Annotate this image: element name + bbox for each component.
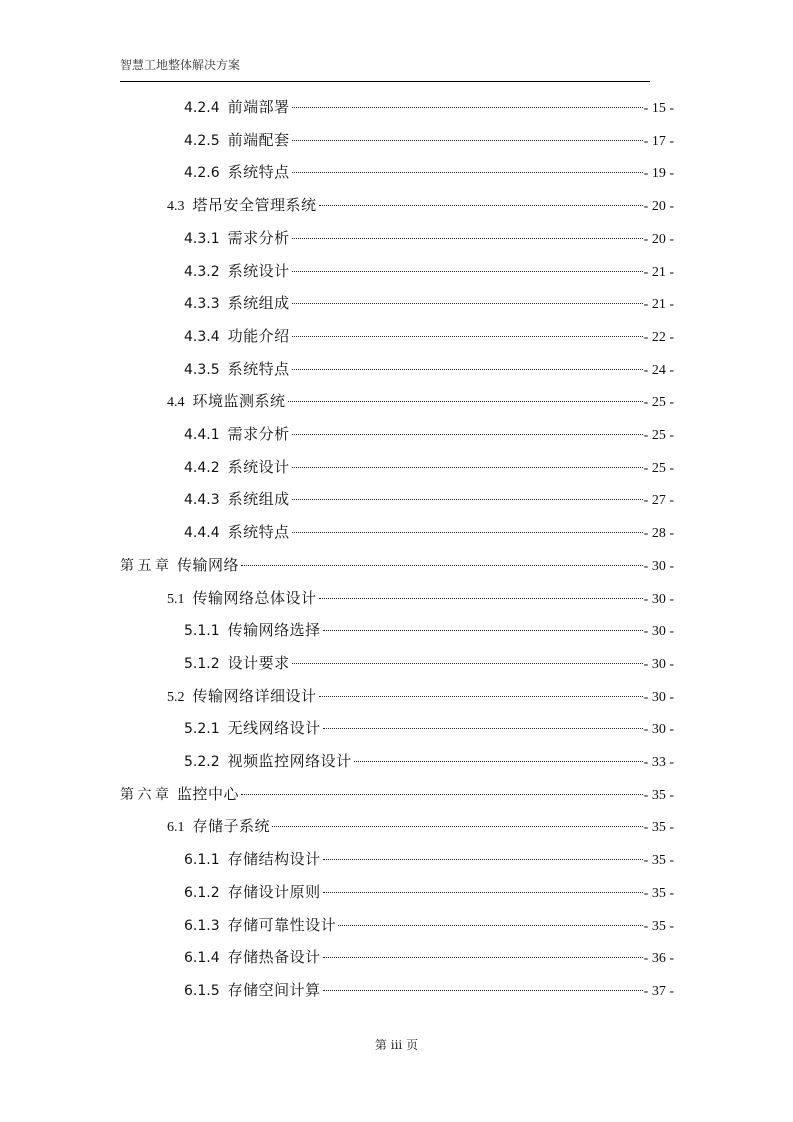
toc-entry[interactable]: [184, 359, 674, 381]
page-number-footer: 第 iii 页: [374, 1038, 419, 1052]
toc-entry-page: - 35 -: [643, 820, 674, 836]
toc-entry-title: 系统设计: [227, 457, 290, 476]
toc-entry-number: 4.2.6: [184, 165, 220, 182]
toc-entry[interactable]: [184, 228, 674, 250]
toc-entry-title: 需求分析: [227, 425, 290, 443]
toc-entry[interactable]: [120, 784, 674, 806]
toc-entry[interactable]: [184, 751, 674, 773]
toc-entry-title: 系统特点: [227, 359, 290, 378]
dot-leader: [241, 565, 643, 566]
toc-entry-title: 前端配套: [227, 130, 290, 149]
toc-entry-page: - 35 -: [643, 885, 674, 901]
toc-entry-title: 存储结构设计: [227, 850, 321, 869]
toc-entry-title: 需求分析: [227, 228, 290, 247]
toc-entry-title: 无线网络设计: [227, 719, 321, 738]
header-divider: [120, 81, 650, 82]
toc-entry[interactable]: [167, 588, 674, 610]
toc-entry-page: - 25 -: [643, 395, 674, 411]
dot-leader: [292, 434, 643, 435]
toc-entry-page: - 35 -: [643, 787, 674, 803]
toc-entry-page: - 25 -: [643, 460, 674, 476]
toc-entry-title: 存储可靠性设计: [227, 915, 337, 934]
toc-entry[interactable]: [184, 424, 674, 446]
toc-entry[interactable]: [184, 915, 674, 937]
toc-entry[interactable]: [184, 620, 674, 642]
toc-entry-number: 5.2.2: [184, 754, 220, 770]
toc-entry-title: 传输网络详细设计: [192, 686, 317, 705]
dot-leader: [292, 107, 643, 108]
toc-entry[interactable]: [184, 718, 674, 740]
toc-entry-page: - 33 -: [643, 755, 674, 770]
toc-entry[interactable]: [167, 195, 674, 217]
toc-entry-number: 5.1.2: [184, 655, 220, 672]
toc-entry-number: 6.1.2: [184, 884, 220, 901]
toc-entry-title: 传输网络总体设计: [192, 588, 317, 607]
toc-entry-page: - 30 -: [643, 689, 674, 705]
toc-entry-page: - 35 -: [643, 853, 674, 869]
toc-entry-number: 4.3.3: [184, 296, 220, 313]
dot-leader: [354, 761, 643, 762]
toc-entry-title: 塔吊安全管理系统: [192, 196, 317, 215]
toc-entry-page: - 21 -: [643, 297, 674, 313]
dot-leader: [319, 696, 643, 697]
toc-entry[interactable]: [184, 882, 674, 904]
toc-entry[interactable]: [184, 261, 674, 283]
page-header-title: 智慧工地整体解决方案: [120, 58, 241, 72]
toc-entry-page: - 15 -: [643, 101, 674, 116]
toc-entry-page: - 20 -: [643, 199, 674, 215]
toc-entry-title: 存储子系统: [192, 817, 271, 836]
dot-leader: [323, 630, 643, 631]
toc-entry[interactable]: [184, 980, 674, 1002]
toc-entry-page: - 30 -: [643, 656, 674, 672]
toc-entry-number: 4.3.2: [184, 263, 220, 280]
toc-entry-number: 4.4: [167, 395, 185, 411]
toc-entry-number: 6.1.5: [184, 982, 220, 999]
toc-entry[interactable]: [167, 816, 674, 838]
toc-entry-title: 系统特点: [227, 163, 290, 182]
toc-entry-page: - 27 -: [643, 493, 674, 509]
toc-entry[interactable]: [184, 947, 674, 969]
toc-entry[interactable]: [184, 293, 674, 315]
toc-entry-title: 系统特点: [227, 523, 290, 542]
toc-entry-title: 功能介绍: [227, 326, 290, 345]
dot-leader: [292, 172, 643, 173]
dot-leader: [292, 532, 643, 533]
toc-entry-page: - 36 -: [643, 951, 674, 967]
toc-entry[interactable]: [184, 457, 674, 479]
toc-entry-page: - 35 -: [643, 918, 674, 934]
toc-entry-number: 4.3.4: [184, 328, 220, 345]
toc-entry-number: 6.1.1: [184, 852, 220, 869]
toc-entry-title: 系统组成: [227, 294, 290, 313]
toc-entry-page: - 30 -: [643, 624, 674, 640]
dot-leader: [323, 892, 643, 893]
dot-leader: [323, 728, 643, 729]
toc-entry-page: - 25 -: [643, 428, 674, 443]
toc-entry-page: - 28 -: [643, 526, 674, 542]
dot-leader: [292, 336, 643, 337]
toc-entry-page: - 24 -: [643, 362, 674, 378]
toc-entry-number: 4.2.5: [184, 132, 220, 149]
toc-entry-page: - 30 -: [643, 722, 674, 738]
dot-leader: [292, 663, 643, 664]
toc-entry-title: 设计要求: [227, 653, 290, 672]
dot-leader: [319, 205, 643, 206]
toc-entry[interactable]: [167, 686, 674, 708]
toc-entry-number: 5.2.1: [184, 721, 220, 738]
toc-entry-page: - 22 -: [643, 329, 674, 345]
toc-entry-number: 6.1: [167, 820, 185, 836]
toc-entry-page: - 17 -: [643, 133, 674, 149]
toc-entry[interactable]: [167, 391, 674, 413]
dot-leader: [319, 598, 643, 599]
toc-entry[interactable]: [184, 522, 674, 544]
toc-entry-page: - 19 -: [643, 166, 674, 182]
toc-entry[interactable]: [184, 326, 674, 348]
dot-leader: [292, 499, 643, 500]
toc-entry-page: - 20 -: [643, 231, 674, 247]
dot-leader: [292, 238, 643, 239]
toc-entry-title: 监控中心: [177, 784, 240, 803]
dot-leader: [272, 826, 643, 827]
dot-leader: [292, 467, 643, 468]
toc-entry-number: 6.1.4: [184, 950, 220, 967]
dot-leader: [292, 303, 643, 304]
toc-entry-title: 存储热备设计: [227, 948, 321, 967]
toc-entry-number: 第 六 章: [120, 787, 169, 803]
toc-entry-page: - 30 -: [643, 591, 674, 607]
toc-entry[interactable]: [184, 162, 674, 184]
toc-entry-number: 4.4.3: [184, 492, 220, 509]
toc-entry-number: 4.3.5: [184, 361, 220, 378]
toc-entry-title: 传输网络选择: [227, 621, 321, 640]
dot-leader: [323, 957, 643, 958]
toc-entry[interactable]: [120, 555, 674, 577]
dot-leader: [292, 140, 643, 141]
dot-leader: [292, 271, 643, 272]
dot-leader: [323, 990, 643, 991]
toc-entry-title: 系统设计: [227, 261, 290, 280]
toc-entry[interactable]: [184, 849, 674, 871]
toc-entry[interactable]: [184, 97, 674, 119]
dot-leader: [338, 925, 643, 926]
toc-entry-title: 系统组成: [227, 490, 290, 509]
toc-entry-title: 传输网络: [177, 555, 240, 574]
toc-entry-number: 6.1.3: [184, 917, 220, 934]
toc-entry-title: 前端部署: [227, 98, 290, 116]
toc-entry-page: - 21 -: [643, 264, 674, 280]
toc-entry[interactable]: [184, 489, 674, 511]
dot-leader: [323, 859, 643, 860]
toc-entry-title: 存储设计原则: [227, 882, 321, 901]
toc-entry-page: - 30 -: [643, 558, 674, 574]
dot-leader: [292, 369, 643, 370]
toc-entry-number: 4.3: [167, 199, 185, 215]
toc-entry-number: 5.1: [167, 591, 185, 607]
toc-entry-title: 环境监测系统: [192, 392, 286, 411]
toc-entry-number: 5.1.1: [184, 623, 220, 640]
dot-leader: [241, 794, 643, 795]
toc-entry-title: 视频监控网络设计: [227, 752, 352, 770]
toc-entry-number: 4.2.4: [184, 100, 220, 116]
toc-entry[interactable]: [184, 653, 674, 675]
toc-entry-number: 5.2: [167, 689, 185, 705]
dot-leader: [288, 401, 643, 402]
toc-entry[interactable]: [184, 130, 674, 152]
toc-entry-number: 4.4.2: [184, 459, 220, 476]
toc-entry-number: 4.4.4: [184, 525, 220, 542]
toc-entry-number: 第 五 章: [120, 558, 169, 574]
toc-entry-number: 4.3.1: [184, 230, 220, 247]
toc-entry-title: 存储空间计算: [227, 980, 321, 999]
toc-entry-page: - 37 -: [643, 983, 674, 999]
toc-entry-number: 4.4.1: [184, 427, 220, 443]
